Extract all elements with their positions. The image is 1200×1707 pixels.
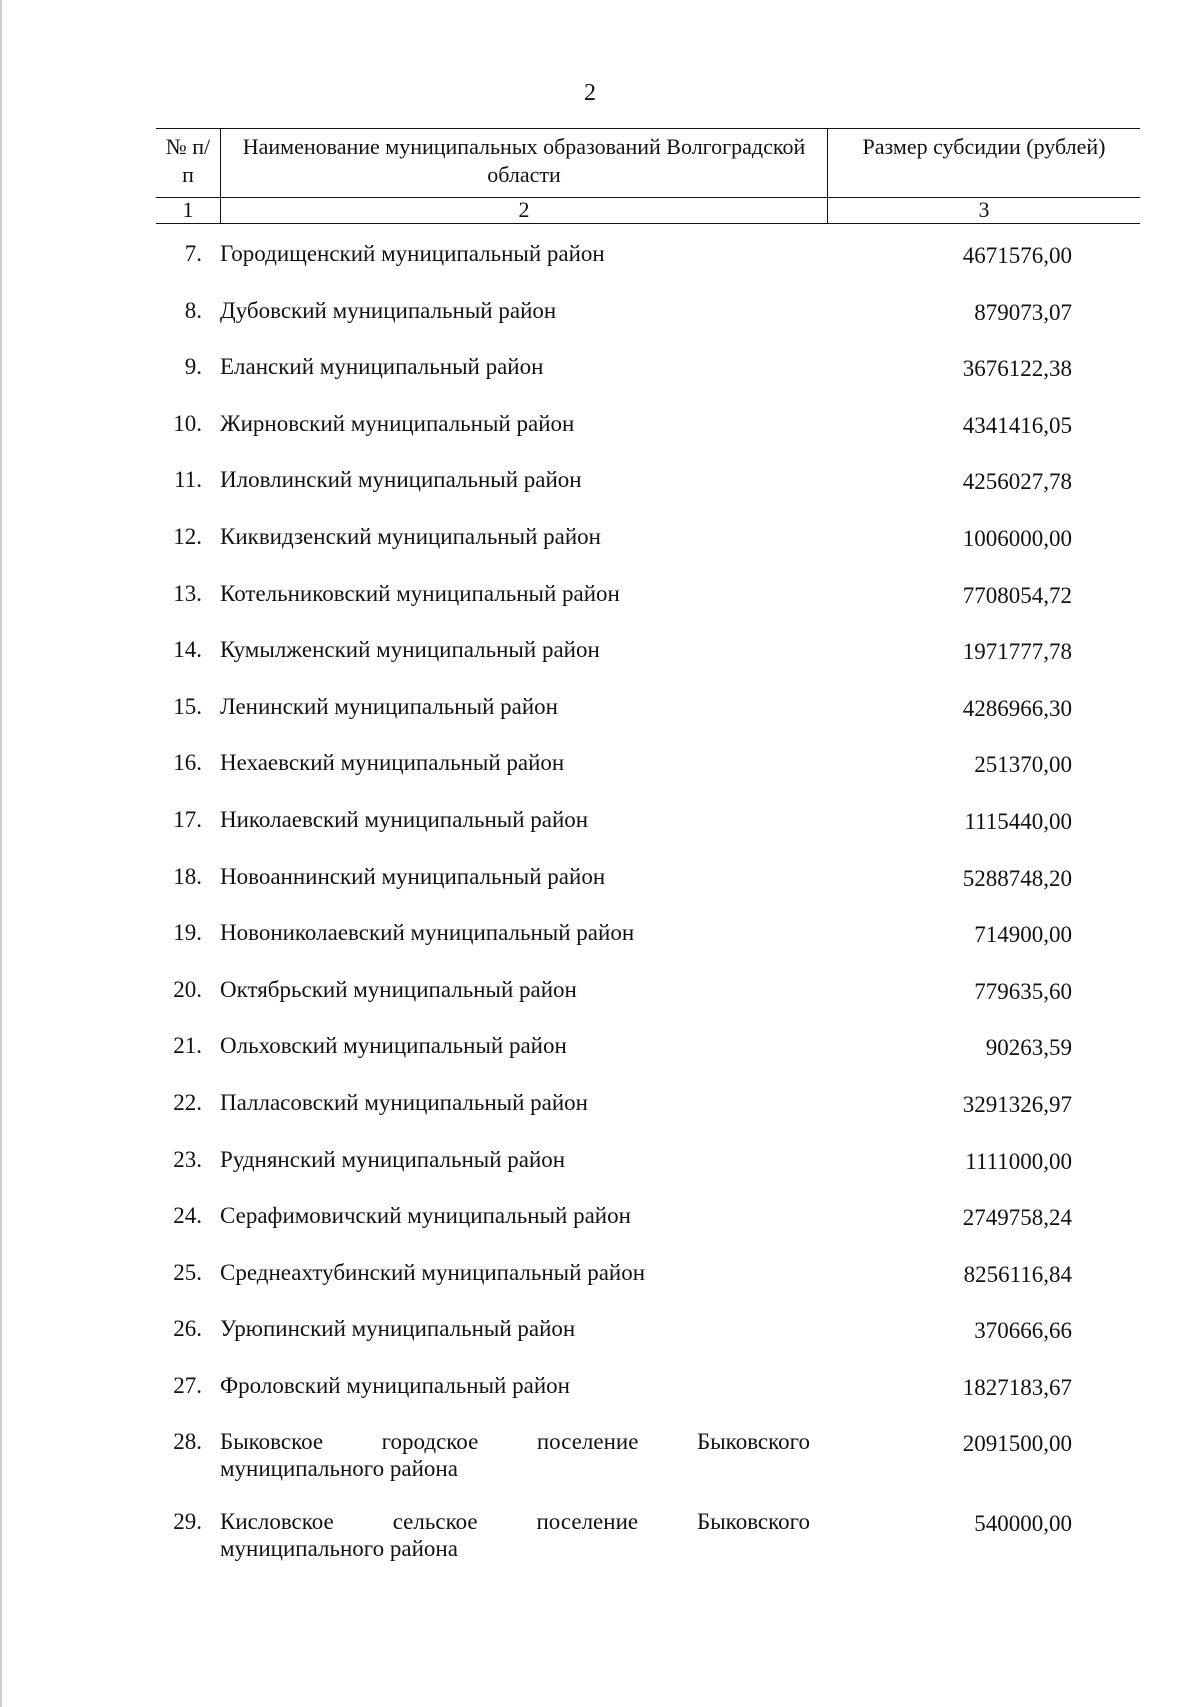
row-number: 21. (173, 1033, 202, 1059)
row-number: 15. (173, 693, 202, 719)
table-row (150, 919, 1090, 976)
row-subsidy-amount: 1827183,67 (962, 1374, 1072, 1400)
table-row (150, 863, 1090, 920)
row-municipality-name: Фроловский муниципальный район (220, 1372, 570, 1398)
row-subsidy-amount: 4256027,78 (962, 469, 1072, 495)
row-number: 29. (173, 1509, 202, 1535)
header-col-index-2: 2 (221, 198, 828, 224)
row-municipality-name: Кумылженский муниципальный район (220, 637, 600, 663)
table-row (150, 523, 1090, 580)
row-number: 18. (173, 863, 202, 889)
row-municipality-name: Киквидзенский муниципальный район (220, 523, 601, 549)
row-municipality-name: Жирновский муниципальный район (220, 410, 575, 436)
row-number: 12. (173, 523, 202, 549)
row-municipality-name: Котельниковский муниципальный район (220, 580, 620, 606)
row-municipality-name: Быковское городское поселение Быковского муниципального района (220, 1429, 810, 1482)
page-number: 2 (584, 80, 596, 106)
row-subsidy-amount: 3676122,38 (962, 356, 1072, 382)
row-number: 16. (173, 750, 202, 776)
table-body (150, 240, 1090, 1588)
row-number: 19. (173, 920, 202, 946)
row-subsidy-amount: 2091500,00 (962, 1431, 1072, 1457)
row-municipality-name: Урюпинский муниципальный район (220, 1316, 576, 1342)
row-subsidy-amount: 1111000,00 (965, 1148, 1072, 1174)
row-subsidy-amount: 4286966,30 (962, 695, 1072, 721)
table-row (150, 693, 1090, 750)
row-number: 28. (173, 1429, 202, 1455)
row-number: 14. (173, 637, 202, 663)
row-subsidy-amount: 90263,59 (985, 1035, 1072, 1061)
row-subsidy-amount: 1006000,00 (962, 525, 1072, 551)
table-header (156, 128, 1114, 224)
table-row (150, 240, 1090, 297)
table-row (150, 353, 1090, 410)
table-row (150, 749, 1090, 806)
row-number: 7. (184, 241, 202, 266)
table-row (150, 466, 1090, 523)
row-municipality-name: Ольховский муниципальный район (220, 1033, 567, 1059)
table-row (150, 636, 1090, 693)
row-subsidy-amount: 879073,07 (974, 299, 1072, 325)
row-municipality-name: Нехаевский муниципальный район (220, 750, 565, 776)
row-municipality-name: Октябрьский муниципальный район (220, 976, 577, 1002)
row-municipality-name: Новониколаевский муниципальный район (220, 920, 635, 946)
row-municipality-name: Дубовский муниципальный район (220, 297, 557, 323)
row-subsidy-amount: 714900,00 (974, 922, 1072, 948)
header-col-number: № п/п (156, 129, 221, 198)
row-number: 25. (173, 1259, 202, 1285)
table-row (150, 1089, 1090, 1146)
row-number: 10. (173, 410, 202, 436)
scan-edge (0, 0, 2, 1707)
table-row (150, 410, 1090, 467)
row-number: 20. (173, 976, 202, 1002)
row-subsidy-amount: 5288748,20 (962, 865, 1072, 891)
table-row (150, 297, 1090, 354)
row-subsidy-amount: 3291326,97 (962, 1091, 1072, 1117)
row-municipality-name: Городищенский муниципальный район (220, 241, 605, 266)
header-col-name: Наименование муниципальных образований Волгоградской области (221, 129, 828, 198)
row-municipality-name: Новоаннинский муниципальный район (220, 863, 606, 889)
table-row (150, 1428, 1090, 1508)
row-subsidy-amount: 370666,66 (974, 1318, 1072, 1344)
table-row (150, 976, 1090, 1033)
row-subsidy-amount: 1971777,78 (962, 639, 1072, 665)
row-subsidy-amount: 1115440,00 (964, 808, 1072, 834)
row-number: 8. (184, 297, 202, 323)
row-number: 24. (173, 1203, 202, 1229)
row-municipality-name: Иловлинский муниципальный район (220, 467, 582, 493)
header-table (156, 128, 1140, 224)
row-municipality-name: Еланский муниципальный район (220, 354, 544, 380)
header-col-index-3: 3 (828, 198, 1141, 224)
row-number: 11. (174, 467, 202, 493)
row-number: 26. (173, 1316, 202, 1342)
table-row (150, 1202, 1090, 1259)
row-subsidy-amount: 4671576,00 (962, 243, 1072, 268)
row-municipality-name: Кисловское сельское поселение Быковского муниципального района (220, 1509, 810, 1562)
row-subsidy-amount: 779635,60 (974, 978, 1072, 1004)
row-number: 22. (173, 1089, 202, 1115)
row-municipality-name: Палласовский муниципальный район (220, 1089, 588, 1115)
table-row (150, 806, 1090, 863)
table-row (150, 1032, 1090, 1089)
row-subsidy-amount: 540000,00 (974, 1511, 1072, 1537)
row-number: 17. (173, 806, 202, 832)
header-col-amount: Размер субсидии (рублей) (828, 129, 1141, 198)
row-number: 13. (173, 580, 202, 606)
row-number: 27. (173, 1372, 202, 1398)
row-subsidy-amount: 8256116,84 (963, 1261, 1072, 1287)
row-municipality-name: Руднянский муниципальный район (220, 1146, 566, 1172)
table-row (150, 1259, 1090, 1316)
row-subsidy-amount: 251370,00 (974, 752, 1072, 778)
header-col-index-1: 1 (156, 198, 221, 224)
table-row (150, 1372, 1090, 1429)
row-municipality-name: Ленинский муниципальный район (220, 693, 558, 719)
row-subsidy-amount: 7708054,72 (962, 582, 1072, 608)
table-row (150, 1508, 1090, 1588)
row-subsidy-amount: 2749758,24 (962, 1205, 1072, 1231)
table-row (150, 580, 1090, 637)
row-subsidy-amount: 4341416,05 (962, 412, 1072, 438)
row-municipality-name: Серафимовичский муниципальный район (220, 1203, 631, 1229)
table-row (150, 1146, 1090, 1203)
row-number: 23. (173, 1146, 202, 1172)
row-municipality-name: Среднеахтубинский муниципальный район (220, 1259, 646, 1285)
row-municipality-name: Николаевский муниципальный район (220, 806, 589, 832)
table-row (150, 1315, 1090, 1372)
row-number: 9. (184, 354, 202, 380)
